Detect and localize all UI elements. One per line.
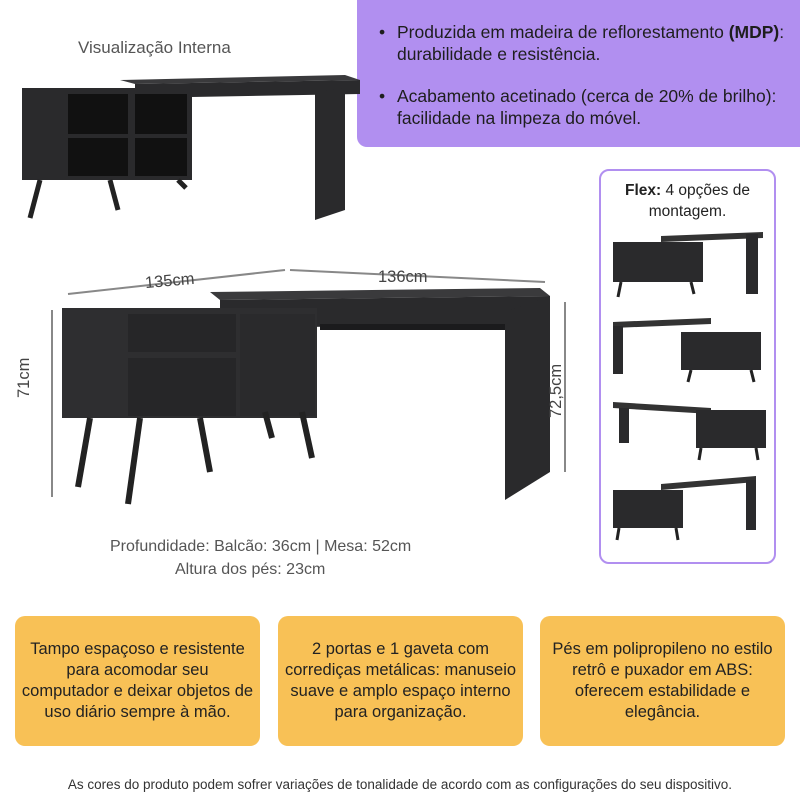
feet-height-text: Altura dos pés: 23cm xyxy=(175,561,326,578)
width-right-label: 136cm xyxy=(378,268,428,286)
internal-view-label: Visualização Interna xyxy=(78,38,231,57)
feature-finish: • Acabamento acetinado (cerca de 20% de brilho): facilidade na limpeza do móvel. xyxy=(397,85,792,129)
assembly-options-images xyxy=(601,222,774,552)
option-3 xyxy=(613,402,766,460)
height-left-label: 71cm xyxy=(15,357,33,398)
internal-view-image xyxy=(0,60,380,230)
main-product-image xyxy=(40,262,580,512)
disclaimer: As cores do produto podem sofrer variações de tonalidade de acordo com as configurações do seu dispositivo. xyxy=(67,777,733,792)
card-tabletop: Tampo espaçoso e resistente para acomodar seu computador e deixar objetos de uso diário sempre à mão. xyxy=(15,616,260,746)
height-right-label: 72,5cm xyxy=(547,363,565,418)
option-4 xyxy=(613,476,756,540)
option-2 xyxy=(613,318,761,382)
depth-text: Profundidade: Balcão: 36cm | Mesa: 52cm xyxy=(110,538,412,555)
features-panel xyxy=(357,0,800,147)
option-1 xyxy=(613,232,763,297)
flex-title: Flex: 4 opções de montagem. xyxy=(625,182,750,220)
card-feet: Pés em polipropileno no estilo retrô e puxador em ABS: oferecem estabilidade e elegância. xyxy=(540,616,785,746)
width-left-label: 135cm xyxy=(144,269,196,293)
feature-mdp: • Produzida em madeira de reflorestamento (MDP): durabilidade e resistência. xyxy=(397,21,792,65)
card-drawers: 2 portas e 1 gaveta com corrediças metálicas: manuseio suave e amplo espaço interno para organização. xyxy=(278,616,523,746)
flex-options-panel xyxy=(599,169,776,564)
